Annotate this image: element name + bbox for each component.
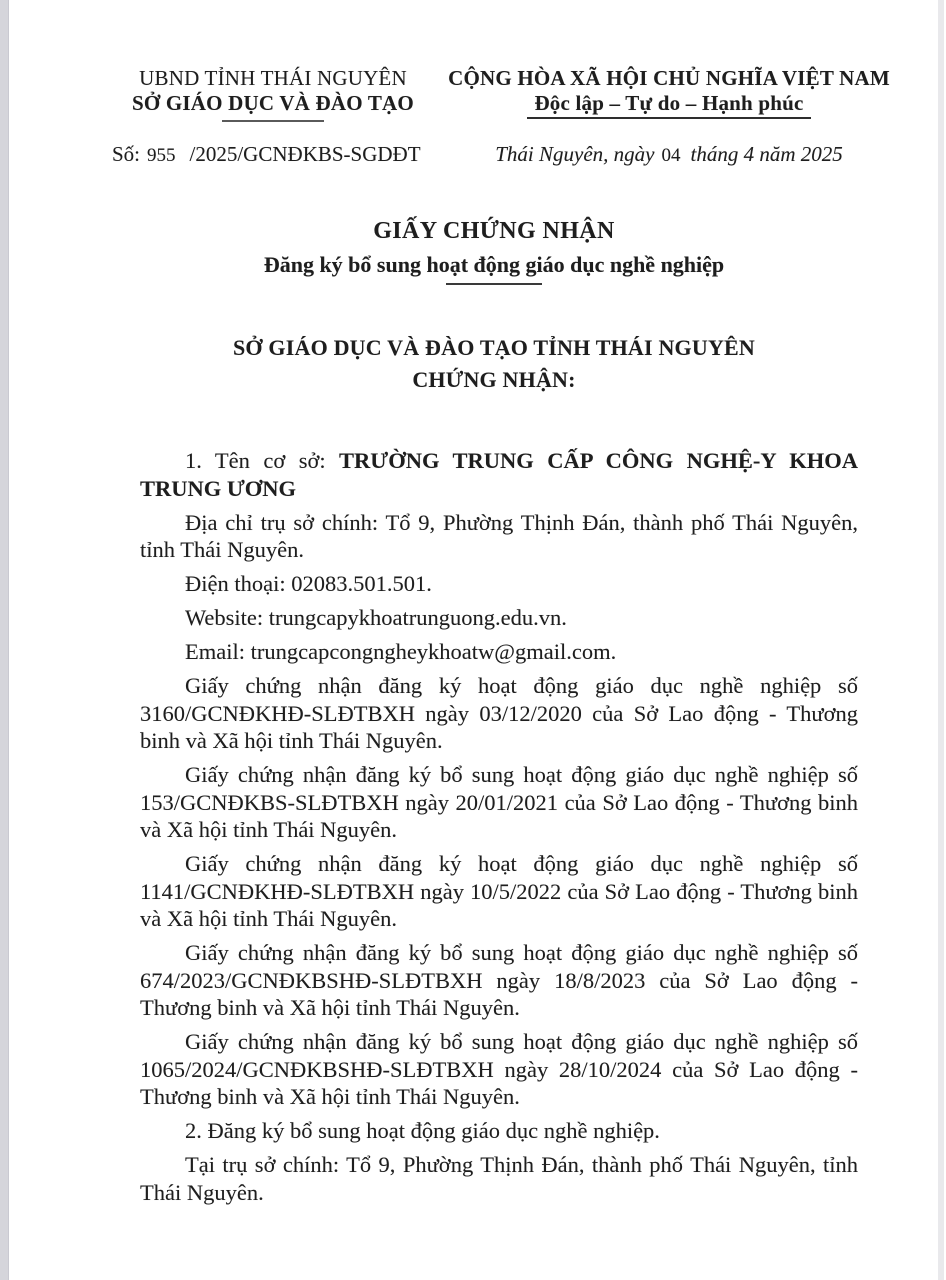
paragraph-address: Địa chỉ trụ sở chính: Tổ 9, Phường Thịnh Đán, thành phố Thái Nguyên, tỉnh Thái Nguyên.	[140, 509, 858, 562]
paragraph-phone: Điện thoại: 02083.501.501.	[185, 571, 432, 596]
paragraph-website: Website: trungcapykhoatrunguong.edu.vn.	[185, 605, 567, 630]
issuing-agency-name: SỞ GIÁO DỤC VÀ ĐÀO TẠO	[132, 91, 414, 115]
issue-place-prefix: Thái Nguyên, ngày	[495, 142, 655, 166]
national-header-block	[448, 66, 890, 122]
scan-edge-right	[938, 0, 944, 1280]
facility-name-value: TRƯỜNG TRUNG CẤP CÔNG NGHỆ-Y KHOA TRUNG ƯƠNG	[140, 448, 858, 501]
document-number-line	[98, 142, 448, 168]
document-title: GIẤY CHỨNG NHẬN	[373, 218, 615, 244]
paragraph-cert-2023: Giấy chứng nhận đăng ký bổ sung hoạt động giáo dục nghề nghiệp số 674/2023/GCNĐKBSHĐ-SLĐTBXH ngày 18/8/2023 của Sở Lao động - Thương binh và Xã hội tỉnh Thái Nguyên.	[140, 940, 858, 1020]
issuing-agency-underline	[222, 120, 324, 122]
paragraph-registration-item: 2. Đăng ký bổ sung hoạt động giáo dục nghề nghiệp.	[185, 1118, 660, 1143]
issuing-agency-block	[98, 66, 448, 122]
subtitle-underline	[446, 283, 542, 285]
document-header	[10, 66, 938, 122]
issue-date-line	[448, 142, 890, 168]
national-motto-wrap	[448, 91, 890, 119]
certifier-verb: CHỨNG NHẬN:	[412, 367, 576, 392]
scan-edge-left	[0, 0, 9, 1280]
issuing-agency-parent: UBND TỈNH THÁI NGUYÊN	[139, 66, 407, 90]
document-number-value: 955	[147, 145, 176, 166]
national-title: CỘNG HÒA XÃ HỘI CHỦ NGHĨA VIỆT NAM	[448, 66, 890, 90]
issue-day-value: 04	[661, 145, 681, 166]
document-subtitle: Đăng ký bổ sung hoạt động giáo dục nghề nghiệp	[263, 252, 725, 277]
issue-date-suffix: tháng 4 năm 2025	[690, 142, 843, 166]
paragraph-cert-2021: Giấy chứng nhận đăng ký bổ sung hoạt động giáo dục nghề nghiệp số 153/GCNĐKBS-SLĐTBXH ngày 20/01/2021 của Sở Lao động - Thương binh và Xã hội tỉnh Thái Nguyên.	[140, 762, 858, 842]
paragraph-email: Email: trungcapcongngheykhoatw@gmail.com.	[185, 639, 617, 664]
paragraph-cert-2024: Giấy chứng nhận đăng ký bổ sung hoạt động giáo dục nghề nghiệp số 1065/2024/GCNĐKBSHĐ-SLĐTBXH ngày 28/10/2024 của Sở Lao động - Thương binh và Xã hội tỉnh Thái Nguyên.	[140, 1029, 858, 1109]
document-number-suffix: /2025/GCNĐKBS-SGDĐT	[189, 142, 421, 166]
paragraph-cert-2022: Giấy chứng nhận đăng ký hoạt động giáo dục nghề nghiệp số 1141/GCNĐKHĐ-SLĐTBXH ngày 10/5/2022 của Sở Lao động - Thương binh và Xã hội tỉnh Thái Nguyên.	[140, 851, 858, 931]
paragraph-cert-2020: Giấy chứng nhận đăng ký hoạt động giáo dục nghề nghiệp số 3160/GCNĐKHĐ-SLĐTBXH ngày 03/12/2020 của Sở Lao động - Thương binh và Xã hội tỉnh Thái Nguyên.	[140, 673, 858, 753]
document-title-block	[10, 218, 938, 285]
certifier-statement	[10, 335, 938, 393]
document-sheet	[10, 0, 938, 1280]
document-meta-row	[10, 142, 938, 168]
document-body	[140, 447, 858, 1206]
national-motto: Độc lập – Tự do – Hạnh phúc	[527, 91, 810, 119]
paragraph-facility-name	[140, 447, 858, 502]
paragraph-headquarters: Tại trụ sở chính: Tổ 9, Phường Thịnh Đán, thành phố Thái Nguyên, tỉnh Thái Nguyên.	[140, 1152, 858, 1205]
certifier-name: SỞ GIÁO DỤC VÀ ĐÀO TẠO TỈNH THÁI NGUYÊN	[232, 335, 756, 360]
document-number-label: Số:	[112, 142, 141, 166]
facility-name-label: 1. Tên cơ sở:	[185, 448, 340, 473]
